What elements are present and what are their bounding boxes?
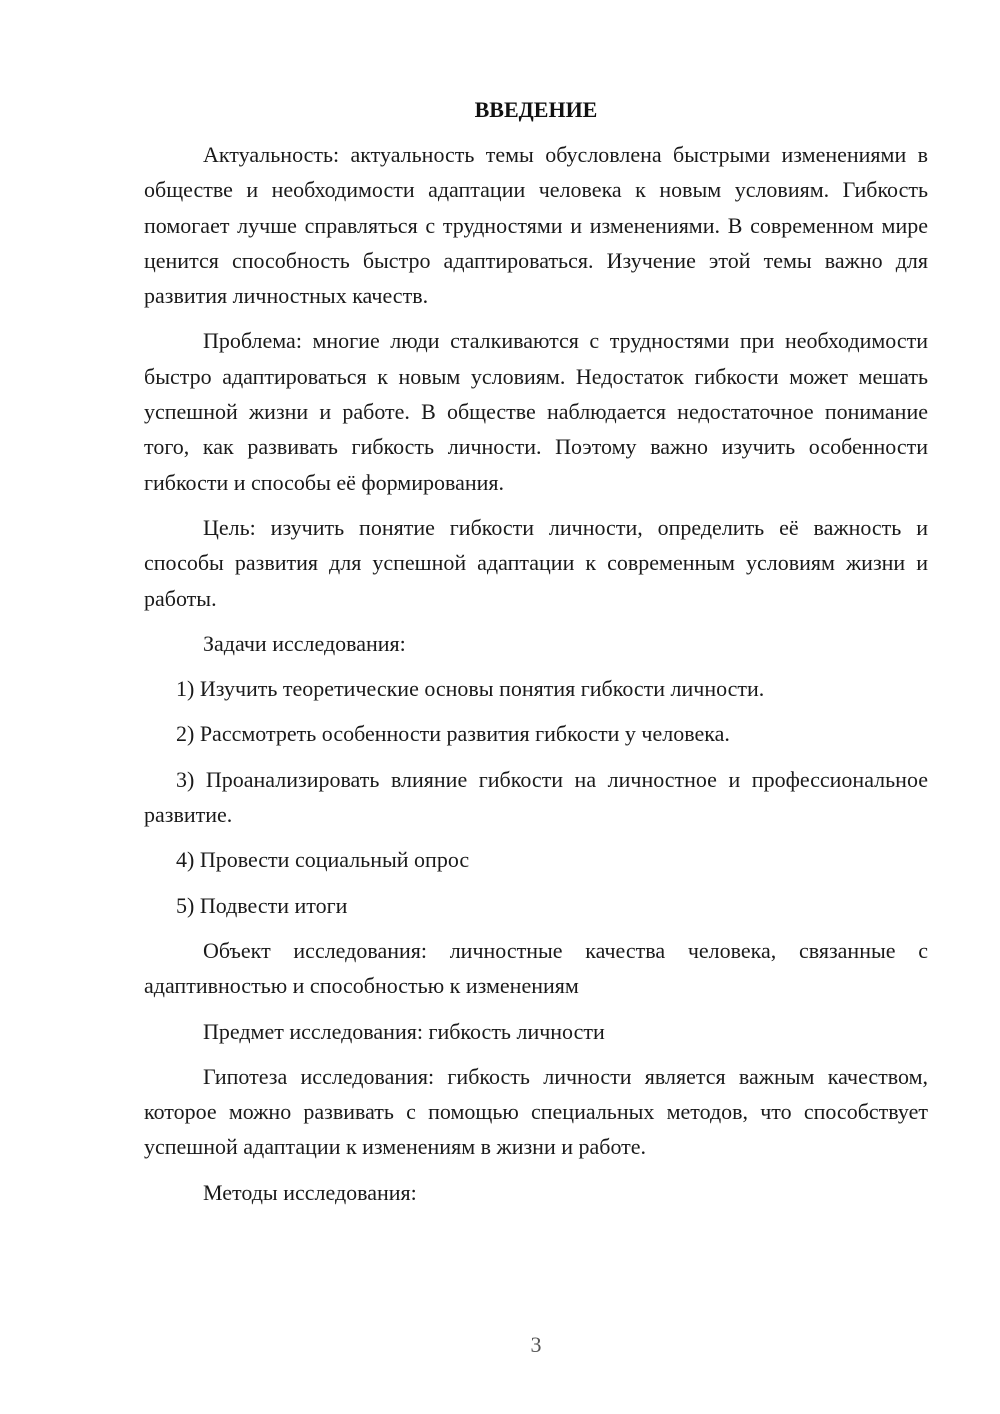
relevance-paragraph: Актуальность: актуальность темы обусловлена быстрыми изменениями в обществе и необходимости адаптации человека к новым условиям. Гибкость помогает лучше справляться с трудностями и изменениями. В современном мире ценится способность быстро адаптироваться. Изучение этой темы важно для развития личностных качеств. [144, 142, 928, 309]
subject-paragraph: Предмет исследования: гибкость личности [203, 1018, 605, 1044]
task-item-2: 2) Рассмотреть особенности развития гибкости у человека. [176, 721, 730, 747]
task-item-1: 1) Изучить теоретические основы понятия гибкости личности. [176, 676, 765, 702]
page-content [144, 92, 928, 1220]
task-item-5: 5) Подвести итоги [176, 892, 348, 918]
task-item-3: 3) Проанализировать влияние гибкости на личностное и профессиональное развитие. [144, 766, 928, 828]
section-title: ВВЕДЕНИЕ [474, 97, 598, 122]
tasks-heading: Задачи исследования: [203, 630, 406, 656]
task-item-4: 4) Провести социальный опрос [176, 847, 470, 873]
problem-paragraph: Проблема: многие люди сталкиваются с трудностями при необходимости быстро адаптироваться к новым условиям. Недостаток гибкости может мешать успешной жизни и работе. В обществе наблюдается недостаточное понимание того, как развивать гибкость личности. Поэтому важно изучить особенности гибкости и способы её формирования. [144, 328, 928, 495]
page-number: 3 [530, 1332, 542, 1357]
object-paragraph: Объект исследования: личностные качества человека, связанные с адаптивностью и способностью к изменениям [144, 937, 928, 999]
methods-heading: Методы исследования: [203, 1179, 417, 1205]
hypothesis-paragraph: Гипотеза исследования: гибкость личности является важным качеством, которое можно развивать с помощью специальных методов, что способствует успешной адаптации к изменениям в жизни и работе. [144, 1063, 928, 1160]
goal-paragraph: Цель: изучить понятие гибкости личности, определить её важность и способы развития для успешной адаптации к современным условиям жизни и работы. [144, 514, 928, 611]
